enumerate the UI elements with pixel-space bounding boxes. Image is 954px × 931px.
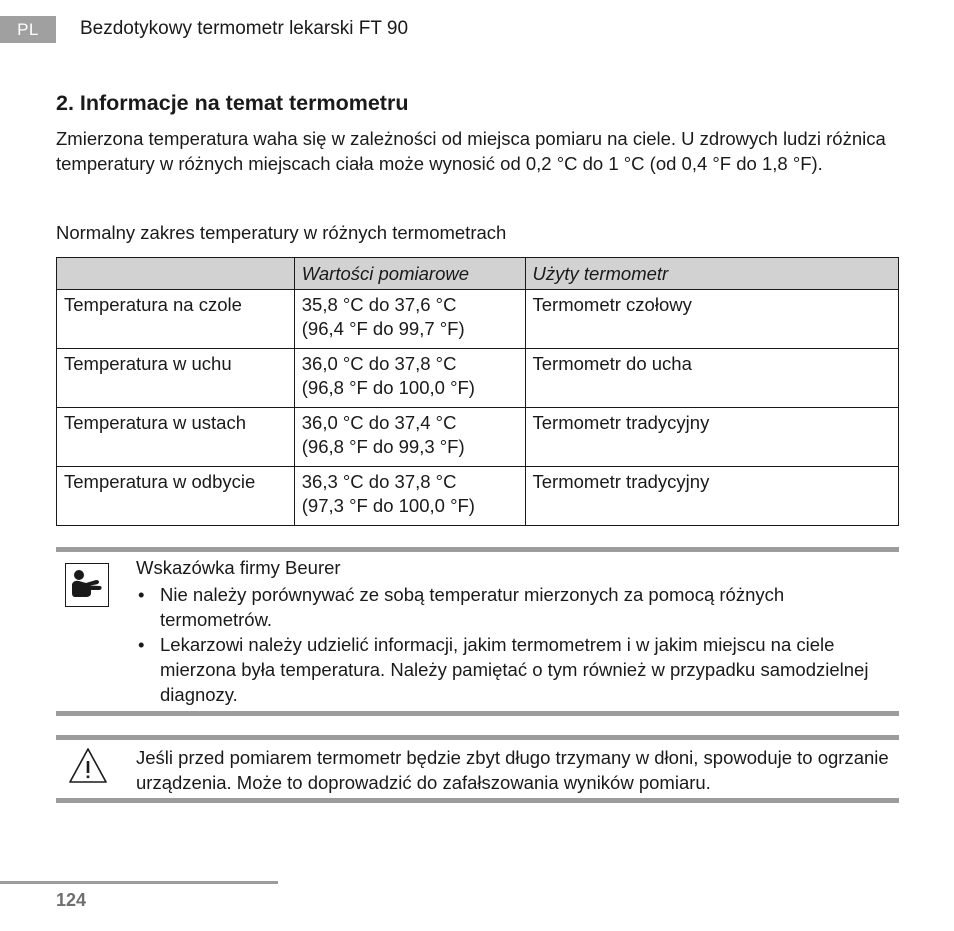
table-row	[57, 467, 899, 526]
tip-title: Wskazówka firmy Beurer	[136, 557, 341, 578]
footer-divider	[0, 881, 278, 884]
document-title: Bezdotykowy termometr lekarski FT 90	[80, 18, 409, 39]
section-heading: 2. Informacje na temat termometru	[56, 91, 409, 115]
cell-range	[294, 290, 525, 349]
cell-range	[294, 349, 525, 408]
range-celsius: 36,3 °C do 37,8 °C	[301, 471, 457, 492]
bullet-icon: •	[138, 634, 145, 655]
range-celsius: 36,0 °C do 37,4 °C	[301, 412, 457, 433]
header-cell-device: Użyty termometr	[525, 258, 898, 290]
cell-range	[294, 408, 525, 467]
table-row	[57, 408, 899, 467]
intro-paragraph: Zmierzona temperatura waha się w zależności od miejsca pomiaru na ciele. U zdrowych ludzi różnica temperatury w różnych miejscach ciała może wynosić od 0,2 °C do 1 °C (od 0,4 °F do 1,8 °F).	[56, 128, 886, 174]
cell-device: Termometr tradycyjny	[525, 467, 898, 526]
range-fahrenheit: (96,8 °F do 99,3 °F)	[301, 435, 465, 457]
warning-text: Jeśli przed pomiarem termometr będzie zbyt długo trzymany w dłoni, spowoduje to ogrzanie urządzenia. Może to doprowadzić do zafałszowania wyników pomiaru.	[136, 747, 889, 793]
temperature-range-table	[56, 257, 899, 526]
range-celsius: 36,0 °C do 37,8 °C	[301, 353, 457, 374]
cell-site: Temperatura w uchu	[57, 349, 295, 408]
table-caption: Normalny zakres temperatury w różnych termometrach	[56, 222, 507, 243]
header-cell-site	[57, 258, 295, 290]
table-header-row	[57, 258, 899, 290]
cell-site: Temperatura w ustach	[57, 408, 295, 467]
language-tab: PL	[0, 16, 56, 43]
cell-device: Termometr tradycyjny	[525, 408, 898, 467]
table-row	[57, 349, 899, 408]
header-cell-values: Wartości pomiarowe	[294, 258, 525, 290]
range-celsius: 35,8 °C do 37,6 °C	[301, 294, 457, 315]
tip-item-text: Lekarzowi należy udzielić informacji, jakim termometrem i w jakim miejscu na ciele mierzona była temperatura. Należy pamiętać o tym również w przypadku samodzielnej diagnozy.	[160, 634, 869, 705]
page-number: 124	[56, 890, 87, 910]
warning-box	[56, 735, 899, 803]
cell-range	[294, 467, 525, 526]
tip-item-text: Nie należy porównywać ze sobą temperatur mierzonych za pomocą różnych termometrów.	[160, 584, 785, 630]
cell-device: Termometr czołowy	[525, 290, 898, 349]
range-fahrenheit: (97,3 °F do 100,0 °F)	[301, 494, 475, 516]
table-row	[57, 290, 899, 349]
tip-list	[136, 582, 896, 707]
list-item	[136, 632, 896, 707]
bullet-icon: •	[138, 584, 145, 605]
warning-triangle-icon	[68, 747, 108, 785]
pointing-hand-icon	[65, 563, 109, 607]
range-fahrenheit: (96,8 °F do 100,0 °F)	[301, 376, 475, 398]
tip-box	[56, 547, 899, 716]
range-fahrenheit: (96,4 °F do 99,7 °F)	[301, 317, 465, 339]
cell-device: Termometr do ucha	[525, 349, 898, 408]
list-item	[136, 582, 896, 632]
cell-site: Temperatura na czole	[57, 290, 295, 349]
cell-site: Temperatura w odbycie	[57, 467, 295, 526]
